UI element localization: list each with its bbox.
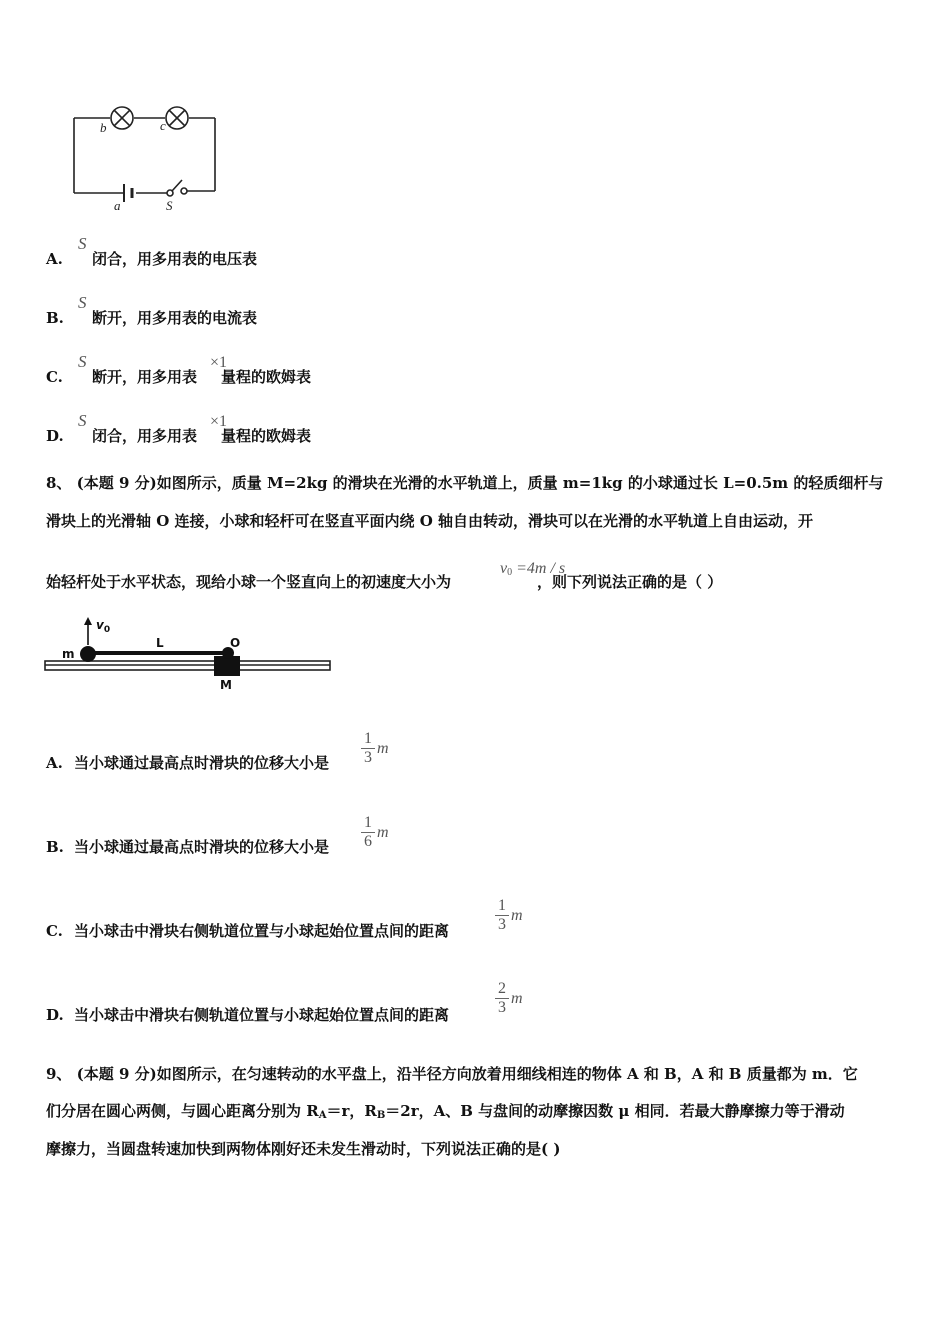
- ball-icon: [80, 646, 96, 662]
- q8-velocity-formula: $v_0 =4m / s$: [500, 560, 566, 578]
- q8-b-fraction: $\frac{1}{6}$: [361, 814, 375, 851]
- q8-option-b[interactable]: B. 当小球通过最高点时滑块的位移大小是: [46, 838, 330, 856]
- label-c: c: [160, 118, 166, 133]
- circuit-diagram: [60, 98, 250, 223]
- q7-d-symbol: S: [78, 411, 87, 430]
- q8-b-unit: m: [377, 824, 389, 841]
- q8-option-d[interactable]: D. 当小球击中滑块右侧轨道位置与小球起始位置点间的距离: [46, 1006, 450, 1024]
- fig-label-big-m: M: [220, 678, 232, 692]
- label-a: a: [114, 198, 121, 213]
- label-s: S: [166, 198, 173, 213]
- fig-label-v0: $v_0$: [96, 618, 111, 635]
- q8-line-1: 8、 (本题 9 分)如图所示，质量 M=2kg 的滑块在光滑的水平轨道上，质量 m=1kg 的小球通过长 L=0.5m 的轻质细杆与: [46, 474, 884, 492]
- fig-label-l: L: [156, 636, 164, 650]
- q9-line-2: 们分居在圆心两侧，与圆心距离分别为 $R_A=r$，$R_B=2r$，A、B 与盘间的动摩擦因数 μ 相同．若最大静摩擦力等于滑动: [46, 1102, 845, 1121]
- q8-option-c[interactable]: C. 当小球击中滑块右侧轨道位置与小球起始位置点间的距离: [46, 922, 450, 940]
- q7-c-times: ×1: [210, 354, 228, 371]
- label-b: b: [100, 120, 107, 135]
- q7-option-c[interactable]: C. 断开，用多用表 量程的欧姆表: [46, 368, 312, 386]
- q8-a-unit: m: [377, 740, 389, 757]
- q8-c-fraction: $\frac{1}{3}$: [495, 897, 509, 934]
- q7-a-symbol: S: [78, 234, 87, 253]
- slider-block-icon: [214, 656, 240, 676]
- fig-label-o: O: [230, 636, 241, 650]
- q7-d-times: ×1: [210, 413, 228, 430]
- q8-c-unit: m: [511, 907, 523, 924]
- q8-line-2: 滑块上的光滑轴 O 连接，小球和轻杆可在竖直平面内绕 O 轴自由转动，滑块可以在光滑的水平轨道上自由运动，开: [46, 512, 814, 530]
- q8-option-a[interactable]: A. 当小球通过最高点时滑块的位移大小是: [46, 754, 330, 772]
- q9-line-3: 摩擦力，当圆盘转速加快到两物体刚好还未发生滑动时，下列说法正确的是( ): [46, 1140, 561, 1158]
- fig-label-m: m: [62, 647, 75, 661]
- q8-d-fraction: $\frac{2}{3}$: [495, 980, 509, 1017]
- q8-d-unit: m: [511, 990, 523, 1007]
- q7-b-symbol: S: [78, 293, 87, 312]
- arrow-up-icon: [84, 617, 92, 625]
- q7-option-a[interactable]: A. 闭合，用多用表的电压表: [46, 250, 258, 268]
- q9-line-1: 9、 (本题 9 分)如图所示，在匀速转动的水平盘上，沿半径方向放着用细线相连的物体 A 和 B，A 和 B 质量都为 m．它: [46, 1065, 858, 1083]
- q8-line-3: 始轻杆处于水平状态，现给小球一个竖直向上的初速度大小为 ，则下列说法正确的是（ ）: [46, 573, 723, 591]
- q7-option-d[interactable]: D. 闭合，用多用表 量程的欧姆表: [46, 427, 312, 445]
- q8-a-fraction: $\frac{1}{3}$: [361, 730, 375, 767]
- slider-rod-figure: [44, 612, 336, 694]
- q7-option-b[interactable]: B. 断开，用多用表的电流表: [46, 309, 258, 327]
- q7-c-symbol: S: [78, 352, 87, 371]
